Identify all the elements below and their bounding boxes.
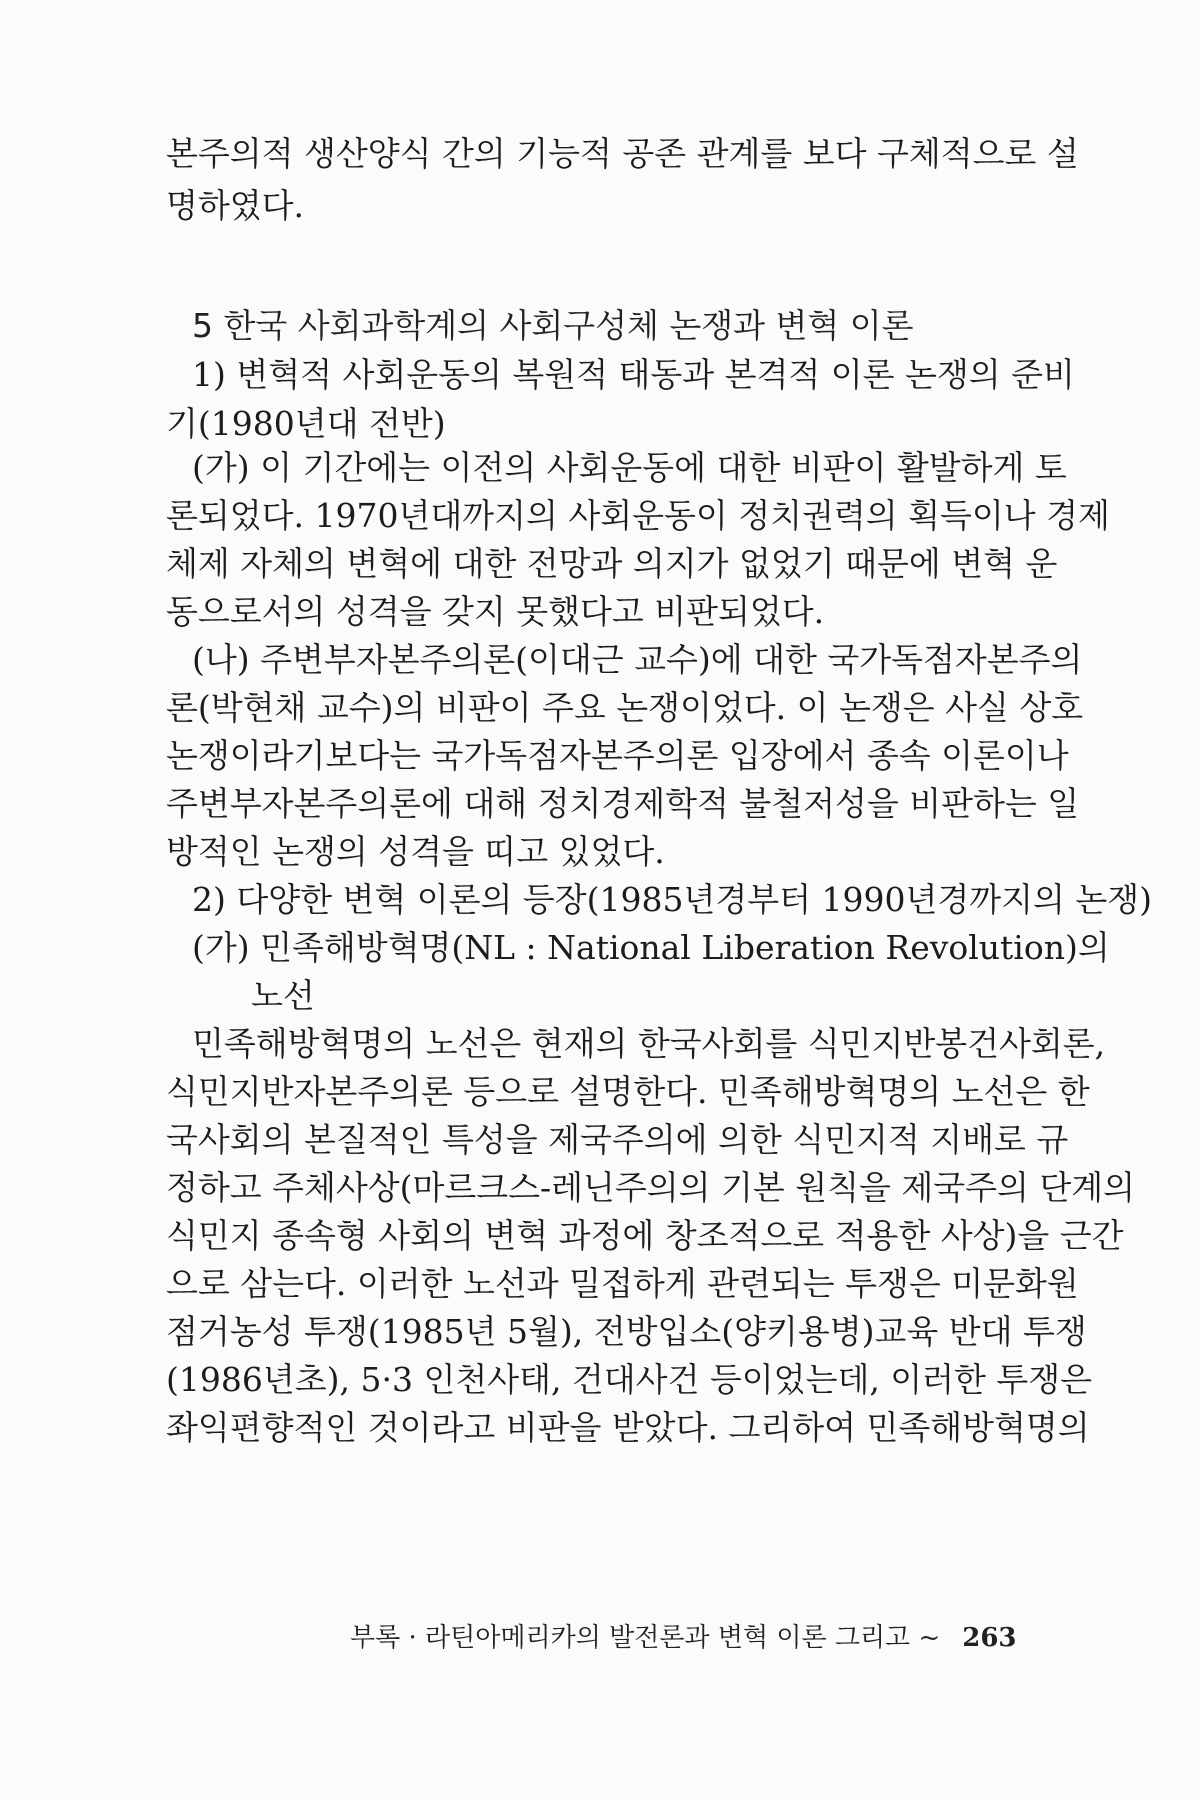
- paragraph-line: 좌익편향적인 것이라고 비판을 받았다. 그리하여 민족해방혁명의: [166, 1408, 1090, 1447]
- paragraph-line: 식민지 종속형 사회의 변혁 과정에 창조적으로 적용한 사상)을 근간: [166, 1216, 1124, 1255]
- text-line: 본주의적 생산양식 간의 기능적 공존 관계를 보다 구체적으로 설: [166, 134, 1079, 173]
- section-heading: 5 한국 사회과학계의 사회구성체 논쟁과 변혁 이론: [192, 306, 914, 345]
- paragraph-line: 민족해방혁명의 노선은 현재의 한국사회를 식민지반봉건사회론,: [192, 1024, 1106, 1063]
- paragraph-line: (1986년초), 5·3 인천사태, 건대사건 등이었는데, 이러한 투쟁은: [166, 1360, 1093, 1399]
- paragraph-line: (가) 이 기간에는 이전의 사회운동에 대한 비판이 활발하게 토: [192, 448, 1067, 487]
- page-number: 263: [962, 1623, 1017, 1653]
- paragraph-line: 론되었다. 1970년대까지의 사회운동이 정치권력의 획득이나 경제: [166, 496, 1110, 535]
- subsection-title-line: 2) 다양한 변혁 이론의 등장(1985년경부터 1990년경까지의 논쟁): [192, 880, 1152, 919]
- paragraph-line: 으로 삼는다. 이러한 노선과 밀접하게 관련되는 투쟁은 미문화원: [166, 1264, 1079, 1303]
- paragraph-line: 논쟁이라기보다는 국가독점자본주의론 입장에서 종속 이론이나: [166, 736, 1069, 775]
- paragraph-line: 방적인 논쟁의 성격을 띠고 있었다.: [166, 832, 665, 871]
- paragraph-line: 국사회의 본질적인 특성을 제국주의에 의한 식민지적 지배로 규: [166, 1120, 1069, 1159]
- item-title-line: 노선: [251, 976, 315, 1015]
- paragraph-line: 체제 자체의 변혁에 대한 전망과 의지가 없었기 때문에 변혁 운: [166, 544, 1058, 583]
- paragraph-line: 정하고 주체사상(마르크스-레닌주의의 기본 원칙을 제국주의 단계의: [166, 1168, 1136, 1207]
- paragraph-line: 론(박현채 교수)의 비판이 주요 논쟁이었다. 이 논쟁은 사실 상호: [166, 688, 1084, 727]
- subsection-title-line: 기(1980년대 전반): [166, 404, 446, 443]
- paragraph-line: 주변부자본주의론에 대해 정치경제학적 불철저성을 비판하는 일: [166, 784, 1080, 823]
- paragraph-line: 점거농성 투쟁(1985년 5월), 전방입소(양키용병)교육 반대 투쟁: [166, 1312, 1087, 1351]
- text-line: 명하였다.: [166, 186, 305, 225]
- paragraph-line: (나) 주변부자본주의론(이대근 교수)에 대한 국가독점자본주의: [192, 640, 1083, 679]
- paragraph-line: 식민지반자본주의론 등으로 설명한다. 민족해방혁명의 노선은 한: [166, 1072, 1090, 1111]
- item-title-line: (가) 민족해방혁명(NL : National Liberation Revolution)의: [192, 928, 1110, 967]
- page-footer: [350, 1620, 1017, 1656]
- subsection-title-line: 1) 변혁적 사회운동의 복원적 태동과 본격적 이론 논쟁의 준비: [192, 355, 1075, 394]
- paragraph-line: 동으로서의 성격을 갖지 못했다고 비판되었다.: [166, 592, 825, 631]
- running-title: 부록 · 라틴아메리카의 발전론과 변혁 이론 그리고 ~: [350, 1623, 941, 1653]
